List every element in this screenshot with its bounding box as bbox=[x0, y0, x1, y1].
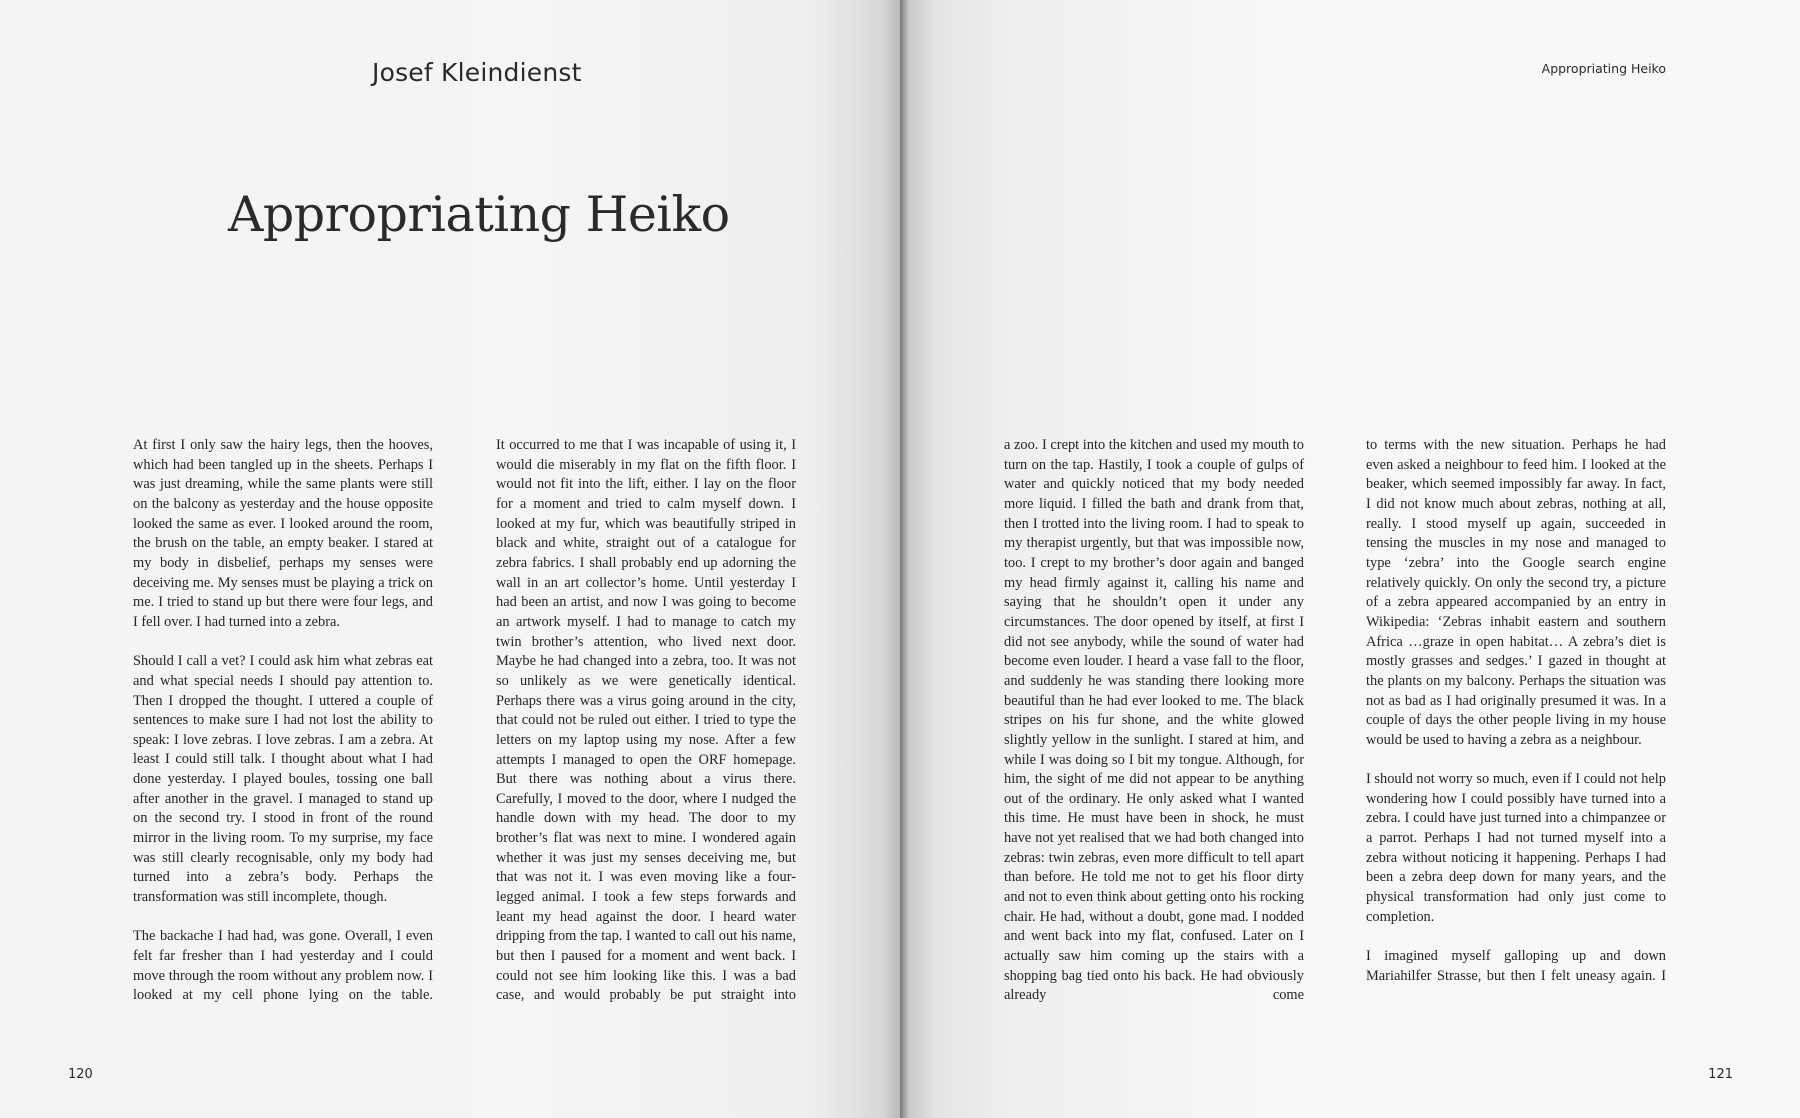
right-page-column-1 bbox=[1004, 436, 1304, 1026]
left-page-column-1 bbox=[133, 436, 433, 1026]
paragraph: At first I only saw the hairy legs, then the hooves, which had been tangled up in the sheets. Perhaps I was just dreaming, while the same plants were still on the balcony as yesterday and the house opposite looked the same as ever. I looked around the room, the brush on the table, an empty beaker. I stared at my body in disbelief, perhaps my senses were deceiving me. My senses must be playing a trick on me. I tried to stand up but there were four legs, and I fell over. I had turned into a zebra. bbox=[133, 437, 433, 630]
paragraph: The backache I had had, was gone. Overall, I even felt far fresher than I had yesterday and I could move through the room without any problem now. I looked at my cell phone lying on the table. bbox=[133, 928, 433, 1004]
paragraph: I should not worry so much, even if I could not help wondering how I could possibly have turned into a zebra. I could have just turned into a chimpanzee or a parrot. Perhaps I had not turned myself into a zebra without noticing it happening. Perhaps I had been a zebra deep down for many years, and the physical transformation had only just come to completion. bbox=[1366, 771, 1666, 925]
page-number-left: 120 bbox=[68, 1067, 93, 1082]
paragraph: to terms with the new situation. Perhaps he had even asked a neighbour to feed him. I looked at the beaker, which seemed impossibly far away. In fact, I did not know much about zebras, nothing at all, really. I stood myself up again, succeeded in tensing the muscles in my nose and managed to type ‘zebra’ into the Google search engine relatively quickly. On only the second try, a picture of a zebra appeared accompanied by an entry in Wikipedia: ‘Zebras inhabit eastern and southern Africa …graze in open habitat… A zebra’s diet is mostly grasses and sedges.’ I gazed in thought at the plants on my balcony. Perhaps the situation was not as bad as I had originally presumed it was. In a couple of days the other people living in my house would be used to having a zebra as a neighbour. bbox=[1366, 437, 1666, 748]
chapter-title: Appropriating Heiko bbox=[228, 186, 730, 243]
page-number-right: 121 bbox=[1708, 1067, 1733, 1082]
right-page bbox=[900, 0, 1800, 1118]
paragraph: I imagined myself galloping up and down Mariahilfer Strasse, but then I felt uneasy again. I bbox=[1366, 948, 1666, 984]
running-head: Appropriating Heiko bbox=[1541, 61, 1666, 76]
paragraph: a zoo. I crept into the kitchen and used my mouth to turn on the tap. Hastily, I took a couple of gulps of water and quickly noticed that my body needed more liquid. I filled the bath and drank from that, then I trotted into the living room. I had to speak to my therapist urgently, but that was impossible now, too. I crept to my brother’s door again and banged my head firmly against it, calling his name and saying that he shouldn’t open it under any circumstances. The door opened by itself, at first I did not see anybody, while the sound of water had become even louder. I heard a vase fall to the floor, and suddenly he was standing there looking more beautiful than he had ever looked to me. The black stripes on his fur shone, and the white glowed slightly yellow in the sunlight. I stared at him, and while I was doing so I bit my tongue. Although, for him, the sight of me did not appear to be anything out of the ordinary. He only asked what I wanted this time. He must have been in shock, he must have not yet realised that we had both changed into zebras: twin zebras, even more difficult to tell apart than before. He told me not to get his floor dirty and not to even think about getting onto his rocking chair. He had, without a doubt, gone mad. I nodded and went back into my flat, confused. Later on I actually saw him coming up the stairs with a shopping bag tied onto his back. He had obviously already come bbox=[1004, 437, 1304, 1004]
left-page-column-2 bbox=[496, 436, 796, 1026]
paragraph: Should I call a vet? I could ask him what zebras eat and what special needs I should pay attention to. Then I dropped the thought. I uttered a couple of sentences to make sure I had not lost the ability to speak: I love zebras. I love zebras. I am a zebra. At least I could still talk. I thought about what I had done yesterday. I played boules, tossing one ball after another in the gravel. I managed to stand up on the second try. I stood in front of the round mirror in the living room. To my surprise, my face was still clearly recognisable, only my body had turned into a zebra’s body. Perhaps the transformation was still incomplete, though. bbox=[133, 653, 433, 906]
author-name: Josef Kleindienst bbox=[372, 58, 582, 87]
right-page-column-2 bbox=[1366, 436, 1666, 1006]
paragraph: It occurred to me that I was incapable of using it, I would die miserably in my flat on the fifth floor. I would not fit into the lift, either. I lay on the floor for a moment and tried to calm myself down. I looked at my fur, which was beautifully striped in black and white, straight out of a catalogue for zebra fabrics. I shall probably end up adorning the wall in an art collector’s home. Until yesterday I had been an artist, and now I was going to become an artwork myself. I had to manage to catch my twin brother’s attention, who lived next door. Maybe he had changed into a zebra, too. It was not so unlikely as we were genetically identical. Perhaps there was a virus going around in the city, that could not be ruled out either. I tried to type the letters on my laptop using my nose. After a few attempts I managed to open the ORF homepage. But there was nothing about a virus there. Carefully, I moved to the door, where I nudged the handle down with my head. The door to my brother’s flat was next to mine. I wondered again whether it was just my senses deceiving me, but that was not it. I was even moving like a four-legged animal. I took a few steps forwards and leant my head against the door. I heard water dripping from the tap. I wanted to call out his name, but then I paused for a moment and went back. I could not see him looking like this. I was a bad case, and would probably be put straight into bbox=[496, 437, 796, 1004]
